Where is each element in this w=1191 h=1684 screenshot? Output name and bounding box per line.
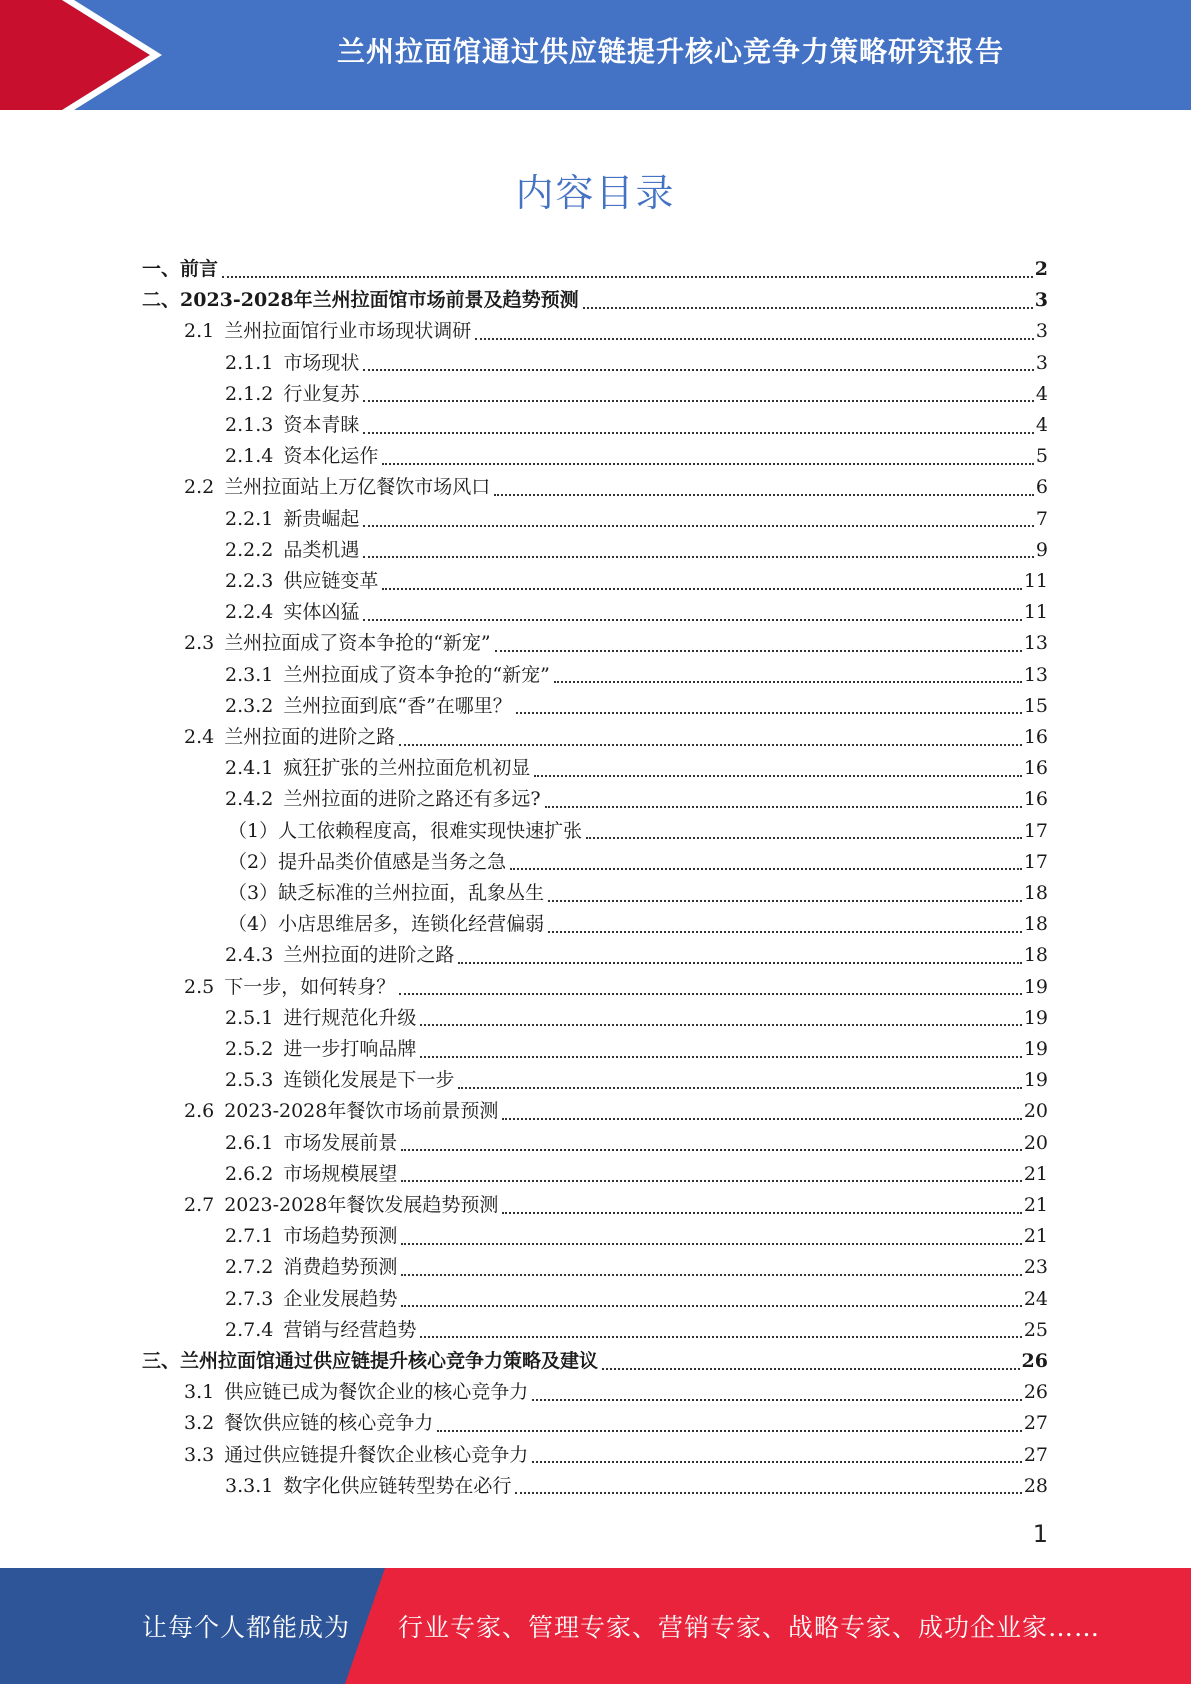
footer-slogan-right: 行业专家、管理专家、营销专家、战略专家、成功企业家…… [398, 1613, 1101, 1642]
toc-leader-dots [420, 1336, 1021, 1338]
toc-entry-title: 兰州拉面的进阶之路还有多远? [283, 788, 541, 811]
footer-slogan-left: 让每个人都能成为 [142, 1613, 351, 1642]
page-footer [0, 1568, 1191, 1684]
toc-entry-title: 兰州拉面的进阶之路 [283, 944, 455, 967]
toc-entry-number: 2.4.2 [225, 788, 274, 811]
toc-entry-page: 19 [1023, 1069, 1048, 1092]
toc-leader-dots [401, 1180, 1021, 1182]
toc-entry-number: 2.6.1 [225, 1131, 274, 1154]
toc-entry-page: 4 [1035, 414, 1048, 436]
toc-leader-dots [399, 993, 1022, 995]
toc-entry[interactable] [225, 1003, 1048, 1034]
toc-entry-number: 2.5.1 [225, 1006, 274, 1029]
toc-entry-title: 下一步，如何转身？ [224, 975, 396, 998]
toc-entry-page: 11 [1023, 601, 1048, 624]
toc-entry[interactable] [225, 1159, 1048, 1190]
toc-entry-title: 进一步打响品牌 [283, 1038, 417, 1060]
toc-leader-dots [475, 338, 1034, 340]
toc-entry[interactable] [225, 535, 1048, 566]
toc-entry-number: （4） [228, 913, 279, 936]
toc-entry-number: 2.2.1 [225, 507, 274, 530]
toc-entry[interactable] [225, 753, 1048, 784]
toc-entry-page: 3 [1034, 289, 1048, 312]
toc-leader-dots [363, 369, 1034, 371]
toc-leader-dots [401, 1243, 1021, 1245]
toc-entry-page: 18 [1023, 913, 1048, 936]
toc-entry-page: 16 [1023, 726, 1048, 748]
toc-entry-title: 行业复苏 [283, 382, 360, 405]
toc-entry-title: 兰州拉面馆行业市场现状调研 [224, 320, 472, 343]
toc-entry[interactable] [228, 816, 1048, 847]
toc-entry-page: 20 [1023, 1131, 1048, 1154]
toc-entry-page: 15 [1023, 694, 1048, 717]
toc-entry-title: 供应链已成为餐饮企业的核心竞争力 [224, 1381, 529, 1404]
toc-leader-dots [502, 1118, 1021, 1120]
toc-entry-title: 2023-2028年餐饮市场前景预测 [224, 1100, 499, 1123]
toc-entry-title: 兰州拉面成了资本争抢的“新宠” [283, 663, 550, 686]
toc-entry-title: 资本青睐 [283, 414, 360, 436]
toc-entry-page: 16 [1023, 788, 1048, 811]
toc-leader-dots [602, 1368, 1020, 1370]
toc-entry-number: 2.5.3 [225, 1069, 274, 1092]
toc-entry-number: 3.2 [184, 1412, 215, 1435]
toc-entry-number: 2.2.4 [225, 601, 274, 624]
toc-entry-title: 新贵崛起 [283, 507, 360, 530]
header-red-arrow [0, 0, 150, 110]
toc-leader-dots [420, 1056, 1021, 1058]
toc-entry[interactable] [225, 504, 1048, 535]
toc-entry-title: 资本化运作 [283, 445, 379, 468]
toc-entry-number: 2.7.4 [225, 1318, 274, 1341]
toc-leader-dots [222, 276, 1033, 278]
toc-entry-title: 提升品类价值感是当务之急 [278, 850, 507, 873]
toc-entry-page: 17 [1023, 850, 1048, 873]
toc-entry[interactable] [142, 1346, 1048, 1377]
toc-entry-title: 连锁化发展是下一步 [283, 1069, 455, 1092]
toc-entry-number: （2） [228, 850, 279, 873]
toc-entry-page: 19 [1023, 1006, 1048, 1029]
toc-leader-dots [545, 806, 1022, 808]
toc-entry-title: 供应链变革 [283, 570, 379, 592]
toc-entry-title: 消费趋势预测 [283, 1256, 398, 1279]
toc-leader-dots [494, 494, 1034, 496]
toc-entry-page: 27 [1023, 1412, 1048, 1435]
toc-entry-page: 24 [1023, 1287, 1048, 1310]
toc-entry-number: 2.3.2 [225, 694, 274, 717]
toc-entry-page: 19 [1023, 975, 1048, 998]
toc-entry[interactable] [225, 1065, 1048, 1096]
toc-entry-page: 26 [1023, 1381, 1048, 1404]
toc-entry-number: 3.3.1 [225, 1474, 274, 1497]
toc-leader-dots [532, 1399, 1022, 1401]
toc-entry-number: 2.2 [184, 476, 215, 499]
toc-entry[interactable] [184, 722, 1048, 753]
toc-entry[interactable] [184, 1440, 1048, 1471]
toc-heading: 内容目录 [515, 171, 676, 215]
toc-entry[interactable] [228, 909, 1048, 940]
toc-entry-title: 疯狂扩张的兰州拉面危机初显 [283, 757, 531, 780]
toc-entry-page: 19 [1023, 1038, 1048, 1060]
toc-entry-number: 2.4.1 [225, 757, 274, 780]
toc-entry-number: 三、 [142, 1350, 181, 1372]
toc-entry-number: 2.7.3 [225, 1287, 274, 1310]
toc-entry-page: 7 [1035, 507, 1048, 530]
toc-leader-dots [399, 744, 1022, 746]
toc-entry[interactable] [225, 379, 1048, 410]
toc-entry-title: 兰州拉面馆通过供应链提升核心竞争力策略及建议 [180, 1350, 599, 1372]
toc-entry[interactable] [225, 410, 1048, 441]
toc-leader-dots [548, 900, 1022, 902]
toc-entry-title: 市场现状 [283, 351, 360, 374]
toc-entry-title: 市场发展前景 [283, 1131, 398, 1154]
toc-entry-number: 2.6.2 [225, 1162, 274, 1185]
toc-entry[interactable] [184, 628, 1048, 659]
toc-entry-page: 20 [1023, 1100, 1048, 1123]
toc-leader-dots [586, 837, 1022, 839]
toc-entry-number: 3.1 [184, 1381, 215, 1404]
toc-entry-number: 3.3 [184, 1443, 215, 1466]
toc-entry-number: 2.7 [184, 1194, 215, 1216]
toc-entry[interactable] [225, 1128, 1048, 1159]
toc-entry[interactable] [225, 1284, 1048, 1315]
toc-leader-dots [515, 1492, 1021, 1494]
toc-entry[interactable] [225, 1034, 1048, 1065]
toc-entry-page: 21 [1023, 1162, 1048, 1185]
toc-entry-number: 二、 [142, 289, 181, 312]
toc-entry-title: 2023-2028年餐饮发展趋势预测 [224, 1194, 499, 1216]
toc-entry-title: 进行规范化升级 [283, 1006, 417, 1029]
toc-entry-page: 27 [1023, 1443, 1048, 1466]
toc-entry-page: 13 [1023, 632, 1048, 655]
toc-entry-title: 餐饮供应链的核心竞争力 [224, 1412, 434, 1435]
toc-entry-number: 2.4 [184, 726, 215, 748]
report-title: 兰州拉面馆通过供应链提升核心竞争力策略研究报告 [336, 35, 1004, 68]
toc-entry-title: 市场规模展望 [283, 1162, 398, 1185]
toc-entry[interactable] [184, 1190, 1048, 1221]
toc-entry-number: 2.4.3 [225, 944, 274, 967]
toc-leader-dots [458, 962, 1021, 964]
toc-entry-number: 2.1.4 [225, 445, 274, 468]
toc-leader-dots [502, 1212, 1021, 1214]
toc-entry-number: 2.2.3 [225, 570, 274, 592]
toc-entry-page: 18 [1023, 944, 1048, 967]
toc-entry-page: 26 [1021, 1350, 1048, 1372]
toc-entry-page: 2 [1034, 258, 1048, 280]
toc-entry[interactable] [225, 597, 1048, 628]
toc-entry-title: 市场趋势预测 [283, 1225, 398, 1248]
toc-entry-page: 28 [1023, 1474, 1048, 1497]
toc-leader-dots [548, 931, 1022, 933]
toc-entry-page: 23 [1023, 1256, 1048, 1279]
toc-entry-page: 6 [1035, 476, 1048, 499]
toc-entry-number: 2.3.1 [225, 663, 274, 686]
toc-entry-title: 前言 [180, 258, 219, 280]
toc-entry[interactable] [228, 878, 1048, 909]
toc-entry-number: 2.7.1 [225, 1225, 274, 1248]
toc-entry-title: 2023-2028年兰州拉面馆市场前景及趋势预测 [180, 289, 579, 312]
page-number: 1 [1032, 1520, 1048, 1548]
toc-leader-dots [495, 650, 1022, 652]
toc-entry-number: 2.1.3 [225, 414, 274, 436]
toc-entry[interactable] [225, 1221, 1048, 1252]
toc-leader-dots [363, 619, 1021, 621]
toc-entry[interactable] [184, 972, 1048, 1003]
toc-entry[interactable] [228, 847, 1048, 878]
toc-entry-title: 缺乏标准的兰州拉面，乱象丛生 [278, 882, 545, 904]
toc-leader-dots [458, 1087, 1021, 1089]
toc-entry-number: 2.1.2 [225, 382, 274, 405]
toc-entry[interactable] [225, 1315, 1048, 1346]
toc-entry-number: 2.6 [184, 1100, 215, 1123]
toc-entry[interactable] [225, 784, 1048, 815]
toc-entry-title: 兰州拉面的进阶之路 [224, 726, 396, 748]
toc-entry-title: 通过供应链提升餐饮企业核心竞争力 [224, 1443, 529, 1466]
toc-entry-number: 2.5.2 [225, 1038, 274, 1060]
toc-leader-dots [401, 1149, 1021, 1151]
toc-entry-page: 13 [1023, 663, 1048, 686]
toc-leader-dots [554, 681, 1022, 683]
toc-entry-page: 16 [1023, 757, 1048, 780]
toc-entry-page: 3 [1035, 351, 1048, 374]
toc-leader-dots [437, 1430, 1022, 1432]
toc-entry[interactable] [225, 441, 1048, 472]
toc-leader-dots [510, 868, 1022, 870]
toc-entry-title: 企业发展趋势 [283, 1287, 398, 1310]
toc-leader-dots [363, 556, 1034, 558]
toc-entry-page: 17 [1023, 819, 1048, 842]
toc-entry-page: 3 [1035, 320, 1048, 343]
toc-entry[interactable] [142, 285, 1048, 316]
toc-entry-title: 人工依赖程度高，很难实现快速扩张 [278, 819, 583, 842]
toc-entry[interactable] [225, 691, 1048, 722]
toc-entry-page: 4 [1035, 382, 1048, 405]
toc-leader-dots [583, 307, 1033, 309]
toc-entry[interactable] [184, 1408, 1048, 1439]
toc-entry[interactable] [225, 940, 1048, 971]
toc-entry[interactable] [142, 254, 1048, 285]
toc-entry-page: 5 [1035, 445, 1048, 468]
toc-entry-title: 兰州拉面成了资本争抢的“新宠” [224, 632, 491, 655]
toc-entry-page: 11 [1023, 570, 1048, 592]
toc-entry-number: 一、 [142, 258, 181, 280]
toc-entry[interactable] [184, 1096, 1048, 1127]
toc-entry-page: 9 [1035, 538, 1048, 561]
toc-entry-number: 2.1 [184, 320, 215, 343]
toc-entry-number: （1） [228, 819, 279, 842]
toc-leader-dots [516, 712, 1022, 714]
toc-entry-title: 营销与经营趋势 [283, 1318, 417, 1341]
toc-entry[interactable] [225, 566, 1048, 597]
toc-entry-page: 21 [1023, 1225, 1048, 1248]
toc-entry[interactable] [184, 316, 1048, 347]
toc-leader-dots [382, 463, 1034, 465]
toc-entry-title: 兰州拉面到底“香”在哪里？ [283, 694, 512, 717]
toc-entry-number: （3） [228, 882, 279, 904]
toc-entry-title: 兰州拉面站上万亿餐饮市场风口 [224, 476, 491, 499]
toc-leader-dots [382, 588, 1021, 590]
toc-entry[interactable] [184, 472, 1048, 503]
toc-leader-dots [532, 1461, 1022, 1463]
toc-entry-page: 21 [1023, 1194, 1048, 1216]
toc-leader-dots [401, 1305, 1021, 1307]
toc-entry-number: 2.5 [184, 975, 215, 998]
toc-entry-title: 数字化供应链转型势在必行 [283, 1474, 512, 1497]
toc-entry-page: 18 [1023, 882, 1048, 904]
toc-leader-dots [401, 1274, 1021, 1276]
toc-leader-dots [363, 400, 1034, 402]
toc-leader-dots [363, 432, 1034, 434]
toc-entry-number: 2.3 [184, 632, 215, 655]
toc-entry-title: 实体凶猛 [283, 601, 360, 624]
toc-leader-dots [363, 525, 1034, 527]
toc-entry[interactable] [225, 1471, 1048, 1502]
toc-entry[interactable] [225, 348, 1048, 379]
toc-leader-dots [420, 1024, 1021, 1026]
toc-entry-number: 2.2.2 [225, 538, 274, 561]
toc-leader-dots [534, 775, 1021, 777]
toc-entry[interactable] [225, 1252, 1048, 1283]
page-header [0, 0, 1191, 110]
toc-entry[interactable] [225, 660, 1048, 691]
toc-entry-title: 小店思维居多，连锁化经营偏弱 [278, 913, 545, 936]
toc-entry[interactable] [184, 1377, 1048, 1408]
toc-entry-page: 25 [1023, 1318, 1048, 1341]
toc-entry-title: 品类机遇 [283, 538, 360, 561]
toc-entry-number: 2.1.1 [225, 351, 274, 374]
toc-entry-number: 2.7.2 [225, 1256, 274, 1279]
